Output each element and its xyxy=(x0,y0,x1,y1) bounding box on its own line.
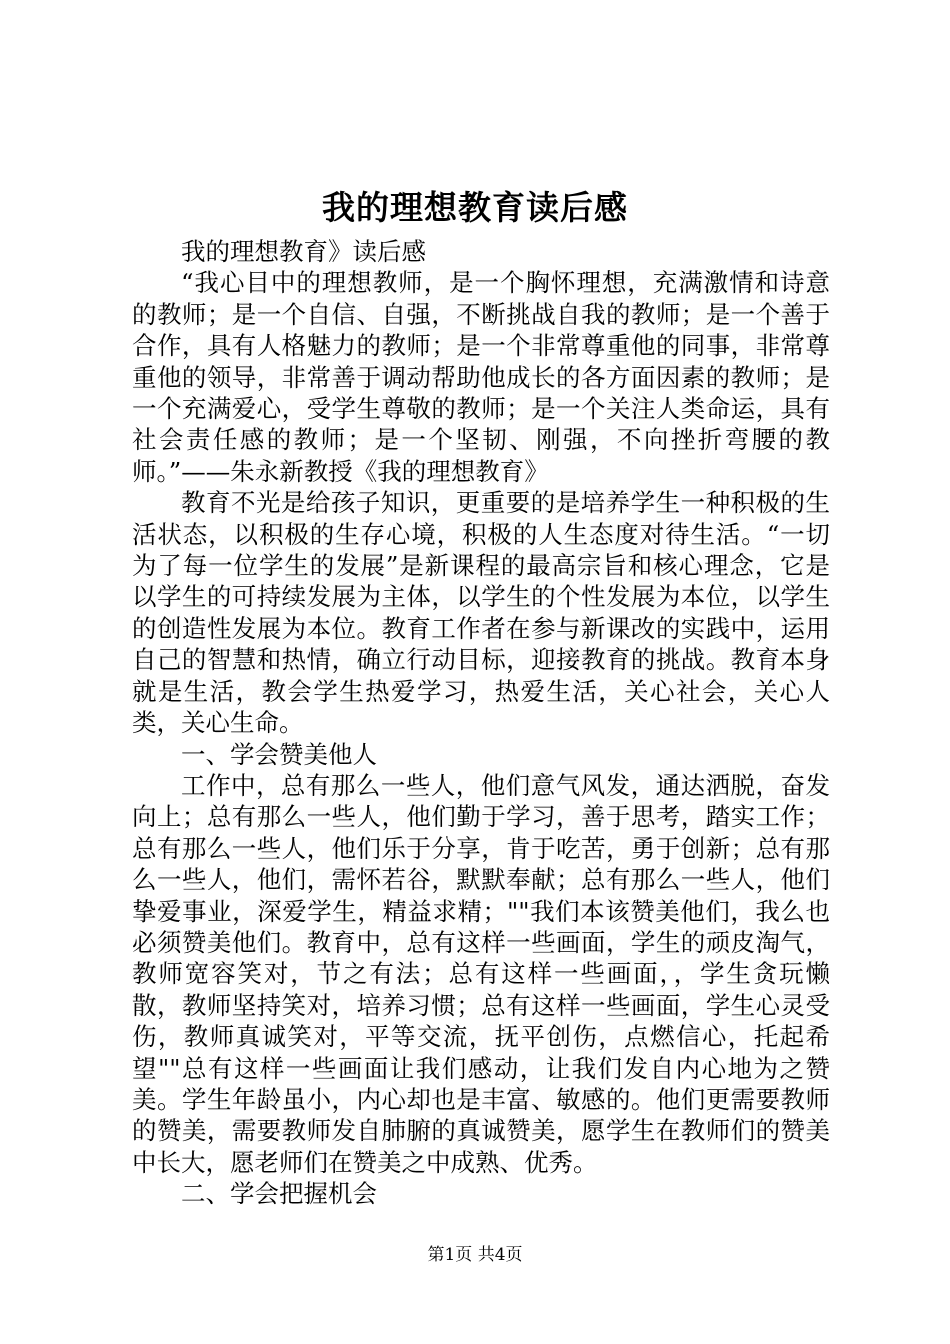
section-heading-praise: 一、学会赞美他人 xyxy=(181,739,377,769)
paragraph-quote: “我心目中的理想教师，是一个胸怀理想，充满激情和诗意的教师；是一个自信、自强，不断挑战自我的教师；是一个善于合作，具有人格魅力的教师；是一个非常尊重他的同事，非常尊重他的领导，非常善于调动帮助他成长的各方面因素的教师；是一个充满爱心，受学生尊敬的教师；是一个关注人类命运，具有社会责任感的教师；是一个坚韧、刚强，不向挫折弯腰的教师。”——朱永新教授《我的理想教育》 xyxy=(132,268,830,486)
section-heading-opportunity: 二、学会把握机会 xyxy=(181,1179,377,1209)
page-footer: 第1页 共4页 xyxy=(427,1245,523,1265)
paragraph-praise: 工作中，总有那么一些人，他们意气风发，通达洒脱，奋发向上；总有那么一些人，他们勤于学习，善于思考，踏实工作；总有那么一些人，他们乐于分享，肯于吃苦，勇于创新；总有那么一些人，他们，需怀若谷，默默奉献；总有那么一些人，他们挚爱事业，深爱学生，精益求精；""我们本该赞美他们，我么也必须赞美他们。教育中，总有这样一些画面，学生的顽皮淘气，教师宽容笑对，节之有法；总有这样一些画面，，学生贪玩懒散，教师坚持笑对，培养习惯；总有这样一些画面，学生心灵受伤，教师真诚笑对，平等交流，抚平创伤，点燃信心，托起希望""总有这样一些画面让我们感动，让我们发自内心地为之赞美。学生年龄虽小，内心却也是丰富、敏感的。他们更需要教师的赞美，需要教师发自肺腑的真诚赞美，愿学生在教师们的赞美中长大，愿老师们在赞美之中成熟、优秀。 xyxy=(132,770,830,1177)
paragraph-subtitle: 我的理想教育》读后感 xyxy=(181,237,426,266)
document-body xyxy=(132,236,830,1210)
document-title: 我的理想教育读后感 xyxy=(322,188,628,227)
paragraph-education: 教育不光是给孩子知识，更重要的是培养学生一种积极的生活状态，以积极的生存心境，积极的人生态度对待生活。“一切为了每一位学生的发展”是新课程的最高宗旨和核心理念，它是以学生的可持续发展为主体，以学生的个性发展为本位，以学生的创造性发展为本位。教育工作者在参与新课改的实践中，运用自己的智慧和热情，确立行动目标，迎接教育的挑战。教育本身就是生活，教会学生热爱学习，热爱生活，关心社会，关心人类，关心生命。 xyxy=(132,488,830,738)
